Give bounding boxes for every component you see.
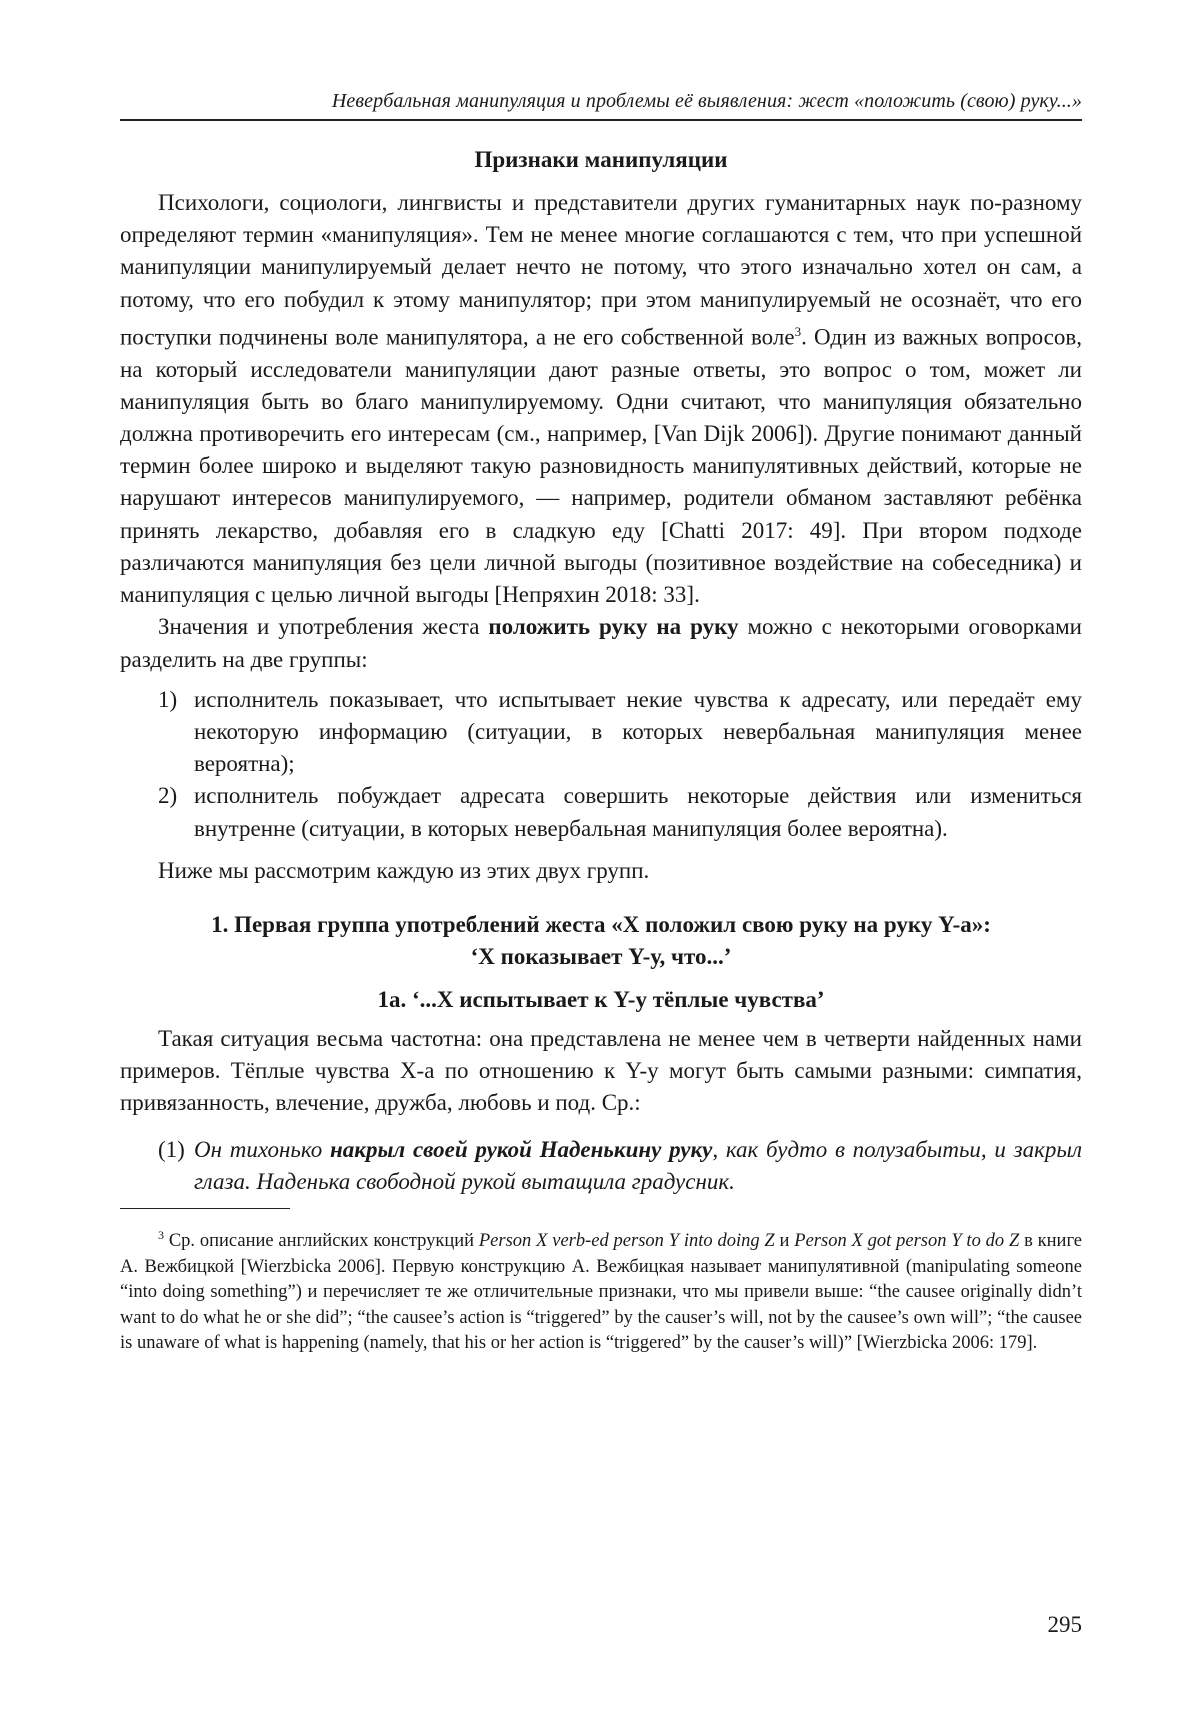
paragraph-conclusion: Ниже мы рассмотрим каждую из этих двух групп.	[158, 857, 650, 883]
footnote-reference[interactable]: 3	[794, 323, 802, 339]
list-number: 1)	[158, 686, 178, 712]
list-text: исполнитель побуждает адресата совершить некоторые действия или измениться внутренне (ситуации, в которых невербальная манипуляция более вероятна).	[194, 783, 1082, 841]
footnote-number: 3	[158, 1227, 164, 1242]
gesture-term: положить руку на руку	[488, 614, 739, 640]
paragraph-warm-feelings: Такая ситуация весьма частотна: она представлена не менее чем в четверти найденных нами примеров. Тёплые чувства X-а по отношению к Y-у могут быть самыми разными: симпатия, привязанность, влечение, дружба, любовь и под. Ср.:	[120, 1025, 1082, 1116]
example-part: Он тихонько	[194, 1136, 331, 1162]
subsection-heading-line: 1. Первая группа употреблений жеста «X положил свою руку на руку Y-а»:	[211, 911, 991, 937]
section-title: Признаки манипуляции	[474, 147, 728, 172]
example-part: , как будто в полузабытьи, и закрыл глаза. Наденька свободной рукой вытащила градусник.	[194, 1136, 1083, 1194]
footnote-text: в книге А. Вежбицкой [Wierzbicka 2006]. Первую конструкцию А. Вежбицкая называет манипулятивной (manipulating someone “into doing something”) и перечисляет те же отличительные признаки, что мы привели выше: “the causee originally didn’t want to do what he or she did”; “the causee’s action is “triggered” by the causer’s will, not by the causee’s own will”; “the causee is unaware of what is happening (namely, that his or her action is “triggered” by the causer’s will)” [Wierzbicka 2006: 179].	[120, 1231, 1082, 1354]
example-text	[194, 1134, 1082, 1198]
footnote	[120, 1223, 1082, 1357]
page-number: 295	[1047, 1612, 1082, 1637]
footnote-divider	[120, 1208, 290, 1209]
groups-list	[120, 684, 1082, 845]
paragraph-text: . Один из важных вопросов, на который исследователи манипуляции дают разные ответы, это вопрос о том, может ли манипуляция быть во благо манипулируемому. Одни считают, что манипуляция обязательно должна противоречить его интересам (см., например, [Van Dijk 2006]). Другие понимают данный термин более широко и выделяют такую разновидность манипулятивных действий, которые не нарушают интересов манипулируемого, — например, родители обманом заставляют ребёнка принять лекарство, добавляя его в сладкую еду [Chatti 2017: 49]. При втором подходе различаются манипуляция без цели личной выгоды (позитивное воздействие на собеседника) и манипуляция с целью личной выгоды [Непряхин 2018: 33].	[120, 324, 1082, 608]
paragraph-text: Значения и употребления жеста	[158, 614, 489, 640]
paragraph-gesture-groups	[120, 611, 1082, 675]
footnote-text: Ср. описание английских конструкций	[168, 1231, 479, 1252]
example-highlight: накрыл своей рукой Наденькину руку	[330, 1136, 713, 1162]
example-number: (1)	[158, 1136, 185, 1162]
subsection-heading	[120, 909, 1082, 973]
subsection-heading-line: ‘X показывает Y-у, что...’	[470, 943, 732, 969]
running-head: Невербальная манипуляция и проблемы её выявления: жест «положить (свою) руку...»	[120, 90, 1082, 121]
paragraph-text: Психологи, социологи, лингвисты и представители других гуманитарных наук по-разному определяют термин «манипуляция». Тем не менее многие соглашаются с тем, что при успешной манипуляции манипулируемый делает нечто не потому, что этого изначально хотел он сам, а потому, что его побудил к этому манипулятор; при этом манипулируемый не осознаёт, что его поступки подчинены воле манипулятора, а не его собственной воле	[120, 190, 1082, 350]
footnote-text: и	[774, 1231, 795, 1252]
list-number: 2)	[158, 783, 178, 809]
paragraph-manipulation-definition	[120, 187, 1082, 611]
footnote-italic: Person X verb-ed person Y into doing Z	[478, 1231, 775, 1252]
example-item	[120, 1134, 1082, 1198]
list-item	[120, 780, 1082, 844]
list-item	[120, 684, 1082, 781]
subsubsection-heading: 1a. ‘...X испытывает к Y-у тёплые чувства’	[377, 986, 825, 1012]
page-content	[120, 90, 1082, 1357]
list-text: исполнитель показывает, что испытывает некие чувства к адресату, или передаёт ему некоторую информацию (ситуации, в которых невербальная манипуляция менее вероятна);	[194, 686, 1082, 777]
paragraph-text: можно с некоторыми оговорками разделить на две группы:	[120, 614, 1082, 672]
footnote-italic: Person X got person Y to do Z	[794, 1231, 1020, 1252]
